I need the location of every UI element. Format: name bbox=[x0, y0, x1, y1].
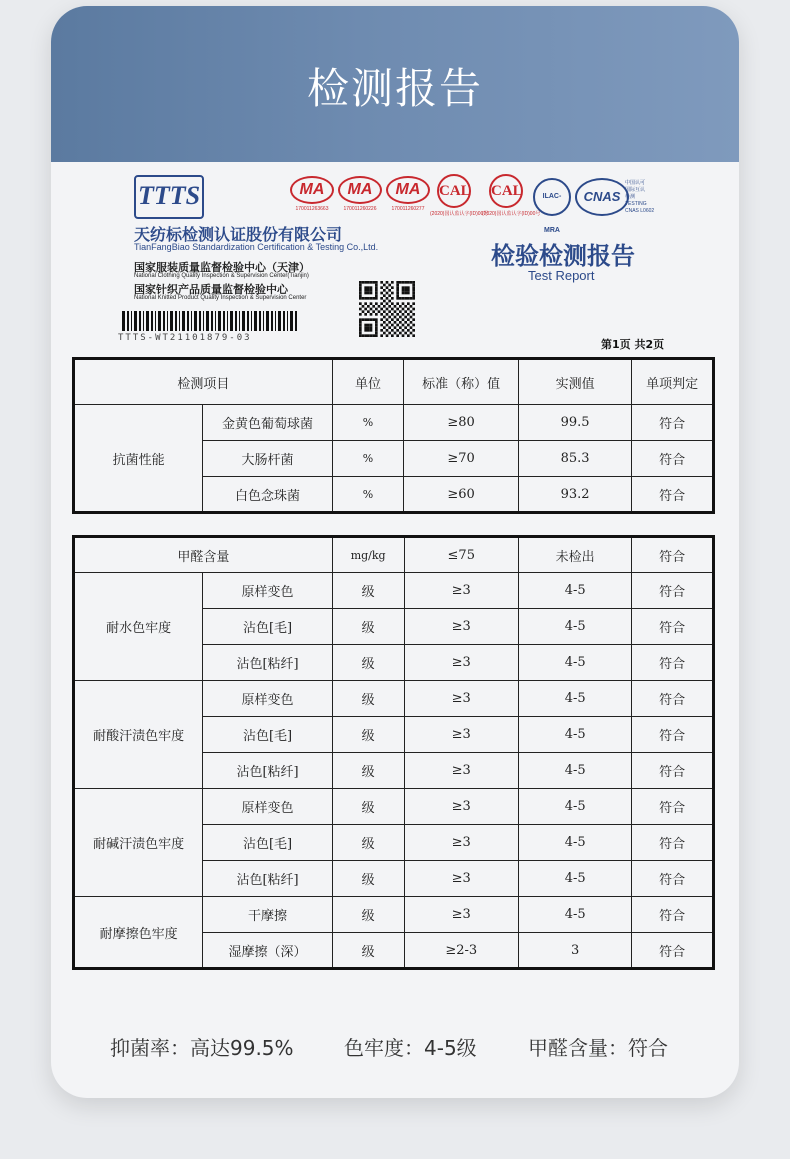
standard-value: ≥3 bbox=[404, 681, 518, 717]
cnas-caption-line: TESTING bbox=[625, 201, 647, 207]
cnas-caption bbox=[625, 180, 654, 215]
barcode-number: TTTS-WT21101879-03 bbox=[118, 333, 252, 343]
summary-fastness: 色牢度：4-5级 bbox=[344, 1036, 477, 1060]
report-header bbox=[0, 0, 790, 360]
unit: 级 bbox=[332, 861, 404, 897]
item-name: 大肠杆菌 bbox=[203, 441, 332, 477]
standard-value: ≥3 bbox=[404, 825, 518, 861]
cert-number: (2020)国认监认字(ID)00号 bbox=[430, 211, 489, 217]
header-measured: 实测值 bbox=[518, 359, 632, 405]
measured-value: 4-5 bbox=[518, 897, 631, 933]
result: 符合 bbox=[632, 789, 714, 825]
banner-title: 检测报告 bbox=[306, 64, 483, 113]
cma-icon: MA bbox=[338, 176, 382, 204]
unit: 级 bbox=[332, 789, 404, 825]
unit: 级 bbox=[332, 681, 404, 717]
company-name-en: TianFangBiao Standardization Certification & Testing Co.,Ltd. bbox=[134, 242, 379, 252]
group-label: 耐水色牢度 bbox=[74, 573, 203, 681]
qr-code bbox=[359, 281, 415, 337]
cert-number: 170011260277 bbox=[391, 206, 425, 212]
result: 符合 bbox=[632, 861, 714, 897]
cal-cert-1 bbox=[430, 174, 489, 217]
cnas-icon: CNAS bbox=[575, 178, 629, 216]
measured-value: 4-5 bbox=[518, 645, 631, 681]
unit: 级 bbox=[332, 897, 404, 933]
table-row bbox=[74, 789, 714, 825]
unit: 级 bbox=[332, 825, 404, 861]
result: 符合 bbox=[632, 825, 714, 861]
standard-value: ≥3 bbox=[404, 861, 518, 897]
item-name: 白色念珠菌 bbox=[203, 477, 332, 513]
item-name: 沾色[毛] bbox=[203, 825, 332, 861]
standard-value: ≥70 bbox=[404, 441, 519, 477]
item-name: 原样变色 bbox=[203, 789, 332, 825]
cnas-caption-line: 国际互认 bbox=[625, 187, 646, 193]
report-title-en: Test Report bbox=[528, 268, 595, 283]
item-name: 沾色[粘纤] bbox=[203, 645, 332, 681]
cert-number: 170011260226 bbox=[343, 206, 377, 212]
result: 符合 bbox=[632, 609, 714, 645]
cma-cert-3 bbox=[386, 176, 430, 212]
cal-cert-2 bbox=[482, 174, 541, 217]
antibacterial-table bbox=[72, 357, 715, 514]
unit: 级 bbox=[332, 645, 404, 681]
cal-icon: CAL bbox=[489, 174, 523, 208]
standard-value: ≥3 bbox=[404, 717, 518, 753]
page-number: 第1页 共2页 bbox=[601, 338, 665, 351]
result: 符合 bbox=[632, 537, 714, 573]
center-knitted-en: National Knitted Product Quality Inspection & Supervision Center bbox=[134, 295, 307, 301]
standard-value: ≥3 bbox=[404, 609, 518, 645]
standard-value: ≥3 bbox=[404, 897, 518, 933]
header-item: 检测项目 bbox=[74, 359, 333, 405]
unit: % bbox=[332, 441, 404, 477]
table-row bbox=[74, 537, 714, 573]
item-name: 沾色[毛] bbox=[203, 717, 332, 753]
measured-value: 4-5 bbox=[518, 825, 631, 861]
company-name-cn: 天纺标检测认证股份有限公司 bbox=[134, 225, 343, 244]
unit: 级 bbox=[332, 573, 404, 609]
unit: 级 bbox=[332, 717, 404, 753]
cnas-caption-line: CNAS L0602 bbox=[625, 208, 655, 214]
unit: 级 bbox=[332, 609, 404, 645]
barcode bbox=[122, 311, 300, 331]
measured-value: 99.5 bbox=[518, 405, 632, 441]
cma-icon: MA bbox=[290, 176, 334, 204]
result: 符合 bbox=[632, 897, 714, 933]
item-name: 原样变色 bbox=[203, 681, 332, 717]
standard-value: ≥3 bbox=[404, 789, 518, 825]
measured-value: 4-5 bbox=[518, 789, 631, 825]
table-row bbox=[74, 897, 714, 933]
cma-cert-2 bbox=[338, 176, 382, 212]
group-label: 抗菌性能 bbox=[74, 405, 203, 513]
measured-value: 4-5 bbox=[518, 753, 631, 789]
result: 符合 bbox=[632, 717, 714, 753]
item-name: 干摩擦 bbox=[203, 897, 332, 933]
cert-number: 170011263663 bbox=[295, 206, 329, 212]
standard-value: ≥80 bbox=[404, 405, 519, 441]
measured-value: 93.2 bbox=[518, 477, 632, 513]
center-knitted-cn: 国家针织产品质量监督检验中心 bbox=[134, 283, 288, 296]
group-label: 耐碱汗渍色牢度 bbox=[74, 789, 203, 897]
standard-value: ≥3 bbox=[404, 753, 518, 789]
unit: 级 bbox=[332, 753, 404, 789]
result: 符合 bbox=[632, 753, 714, 789]
cma-cert-1 bbox=[290, 176, 334, 212]
group-label: 耐酸汗渍色牢度 bbox=[74, 681, 203, 789]
standard-value: ≥3 bbox=[404, 573, 518, 609]
cma-icon: MA bbox=[386, 176, 430, 204]
summary-antibacterial: 抑菌率：高达99.5% bbox=[110, 1036, 294, 1060]
result: 符合 bbox=[632, 645, 714, 681]
standard-value: ≤75 bbox=[404, 537, 518, 573]
result: 符合 bbox=[632, 405, 714, 441]
summary-formaldehyde: 甲醛含量：符合 bbox=[528, 1036, 668, 1060]
header-result: 单项判定 bbox=[632, 359, 714, 405]
measured-value: 3 bbox=[518, 933, 631, 969]
center-clothing-cn: 国家服装质量监督检验中心（天津） bbox=[134, 261, 310, 274]
item-name: 原样变色 bbox=[203, 573, 332, 609]
standard-value: ≥60 bbox=[404, 477, 519, 513]
unit: % bbox=[332, 405, 404, 441]
result: 符合 bbox=[632, 933, 714, 969]
item-name: 湿摩擦（深） bbox=[203, 933, 332, 969]
cnas-caption-line: 检测 bbox=[625, 194, 636, 200]
measured-value: 4-5 bbox=[518, 681, 631, 717]
item-name: 沾色[粘纤] bbox=[203, 753, 332, 789]
table-header-row bbox=[74, 359, 714, 405]
unit: 级 bbox=[332, 933, 404, 969]
header-unit: 单位 bbox=[332, 359, 404, 405]
cal-icon: CAL bbox=[437, 174, 471, 208]
ttts-logo: TTTS bbox=[134, 175, 204, 219]
unit: mg/kg bbox=[332, 537, 404, 573]
report-title-cn: 检验检测报告 bbox=[491, 241, 635, 270]
table-row bbox=[74, 681, 714, 717]
ilac-mra-icon: ILAC-MRA bbox=[533, 178, 571, 216]
result: 符合 bbox=[632, 477, 714, 513]
item-name: 甲醛含量 bbox=[74, 537, 333, 573]
table-row bbox=[74, 405, 714, 441]
result: 符合 bbox=[632, 441, 714, 477]
measured-value: 4-5 bbox=[518, 861, 631, 897]
item-name: 沾色[毛] bbox=[203, 609, 332, 645]
standard-value: ≥2-3 bbox=[404, 933, 518, 969]
result: 符合 bbox=[632, 573, 714, 609]
result: 符合 bbox=[632, 681, 714, 717]
standard-value: ≥3 bbox=[404, 645, 518, 681]
measured-value: 4-5 bbox=[518, 609, 631, 645]
cnas-caption-line: 中国认可 bbox=[625, 180, 646, 186]
cert-number: (2020)国认监认字(ID)00号 bbox=[482, 211, 541, 217]
item-name: 沾色[粘纤] bbox=[203, 861, 332, 897]
table-row bbox=[74, 573, 714, 609]
measured-value: 未检出 bbox=[518, 537, 631, 573]
center-clothing-en: National Clothing Quality Inspection & Supervision Center(Tianjin) bbox=[134, 273, 309, 279]
item-name: 金黄色葡萄球菌 bbox=[203, 405, 332, 441]
header-standard: 标准（称）值 bbox=[404, 359, 519, 405]
measured-value: 4-5 bbox=[518, 717, 631, 753]
measured-value: 85.3 bbox=[518, 441, 632, 477]
group-label: 耐摩擦色牢度 bbox=[74, 897, 203, 969]
unit: % bbox=[332, 477, 404, 513]
measured-value: 4-5 bbox=[518, 573, 631, 609]
fastness-table bbox=[72, 535, 715, 970]
